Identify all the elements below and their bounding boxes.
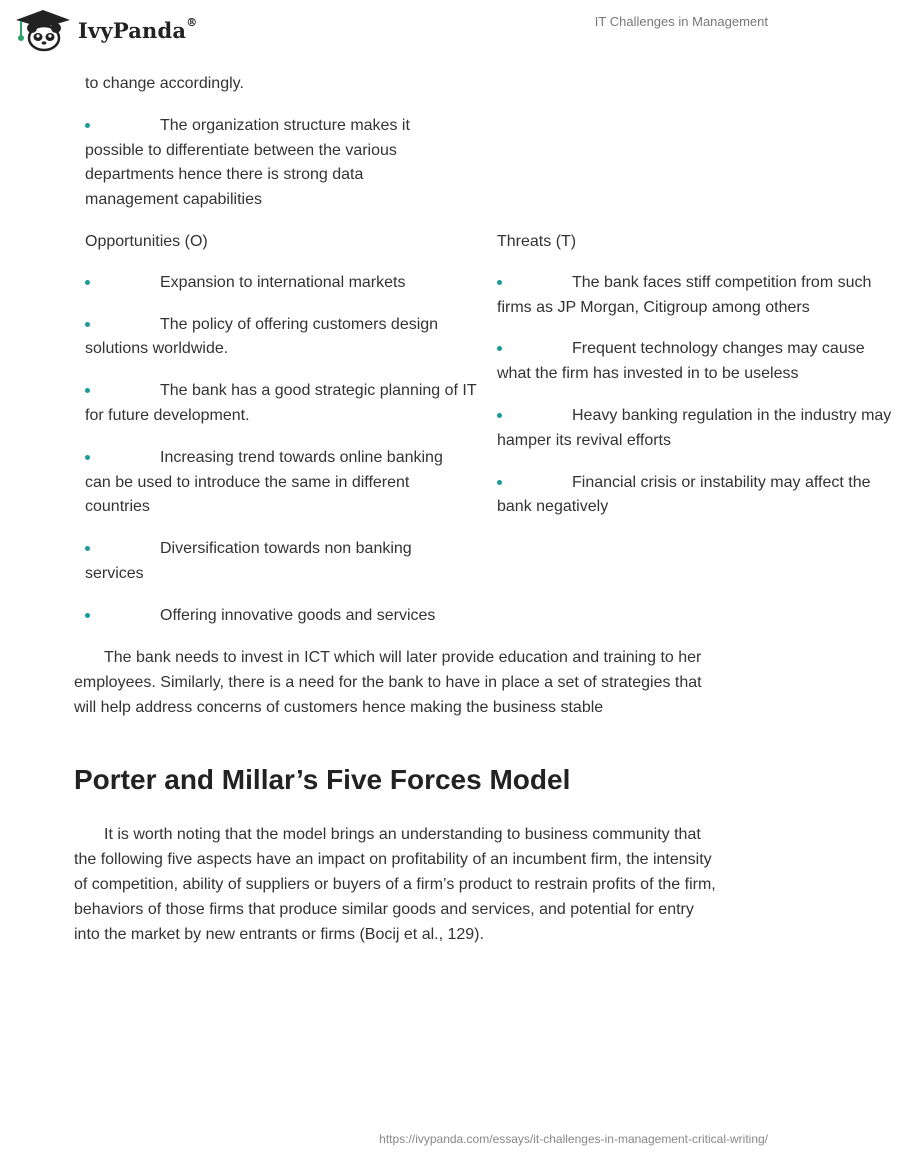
list-item-text: The policy of offering customers design solutions worldwide.: [85, 315, 439, 358]
list-item: [85, 114, 480, 213]
bullet-icon: [85, 280, 90, 285]
list-item: [85, 537, 480, 587]
list-item: [85, 271, 480, 296]
strengths-continuation: [85, 72, 480, 213]
list-item-text: The bank has a good strategic planning of IT for future development.: [85, 382, 477, 424]
list-item-text: The organization structure makes it possible to differentiate between the various departments hence there is strong data management capabilities: [85, 116, 410, 209]
list-item-text: Diversification towards non banking services: [85, 540, 412, 582]
list-item: [85, 379, 480, 429]
document-title: IT Challenges in Management: [594, 14, 768, 29]
opportunities-heading: Opportunities (O): [85, 233, 208, 250]
body-paragraph: It is worth noting that the model brings an understanding to business community that the following five aspects have an impact on profitability of an incumbent firm, the intensity of competition, ability of suppliers or buyers of a firm’s product to restrain profits of the firm, behaviors of those firms that produce similar goods and services, and potential for entry into the market by new entrants or firms (Bocij et al., 129).: [74, 826, 716, 943]
list-item: [497, 404, 917, 454]
panda-mortarboard-icon: [14, 8, 72, 52]
ivypanda-logo[interactable]: [14, 8, 197, 52]
list-item-text: The bank faces stiff competition from such firms as JP Morgan, Citigroup among others: [497, 273, 872, 316]
list-item: [85, 446, 480, 520]
list-item-text: Offering innovative goods and services: [160, 606, 436, 624]
bullet-icon: [497, 280, 502, 285]
source-url[interactable]: https://ivypanda.com/essays/it-challenges-in-management-critical-writing/: [379, 1132, 768, 1146]
section-heading: Porter and Millar’s Five Forces Model: [74, 764, 571, 795]
list-item: [85, 604, 480, 629]
threats-heading: Threats (T): [497, 233, 577, 250]
list-item: [497, 337, 917, 387]
list-item-text: Frequent technology changes may cause what the firm has invested in to be useless: [497, 340, 865, 383]
bullet-icon: [85, 455, 90, 460]
bullet-icon: [497, 413, 502, 418]
list-item-text: Heavy banking regulation in the industry may hamper its revival efforts: [497, 406, 892, 449]
bullet-icon: [85, 322, 90, 327]
list-item-text: Expansion to international markets: [160, 273, 406, 291]
bullet-icon: [85, 123, 90, 128]
carryover-text: to change accordingly.: [85, 75, 244, 92]
list-item: [85, 313, 480, 363]
list-item-text: Financial crisis or instability may affect the bank negatively: [497, 473, 871, 516]
list-item-text: Increasing trend towards online banking can be used to introduce the same in different countries: [85, 448, 443, 516]
body-paragraph: The bank needs to invest in ICT which will later provide education and training to her employees. Similarly, there is a need for the bank to have in place a set of strategies that will help address concerns of customers hence making the business stable: [74, 649, 702, 716]
threats-column: [497, 230, 892, 530]
bullet-icon: [497, 480, 502, 485]
opportunities-column: [85, 230, 480, 629]
bullet-icon: [85, 613, 90, 618]
list-item: [497, 471, 917, 521]
brand-name: IvyPanda®: [78, 15, 198, 43]
page-header: [0, 0, 800, 64]
list-item: [497, 271, 917, 321]
